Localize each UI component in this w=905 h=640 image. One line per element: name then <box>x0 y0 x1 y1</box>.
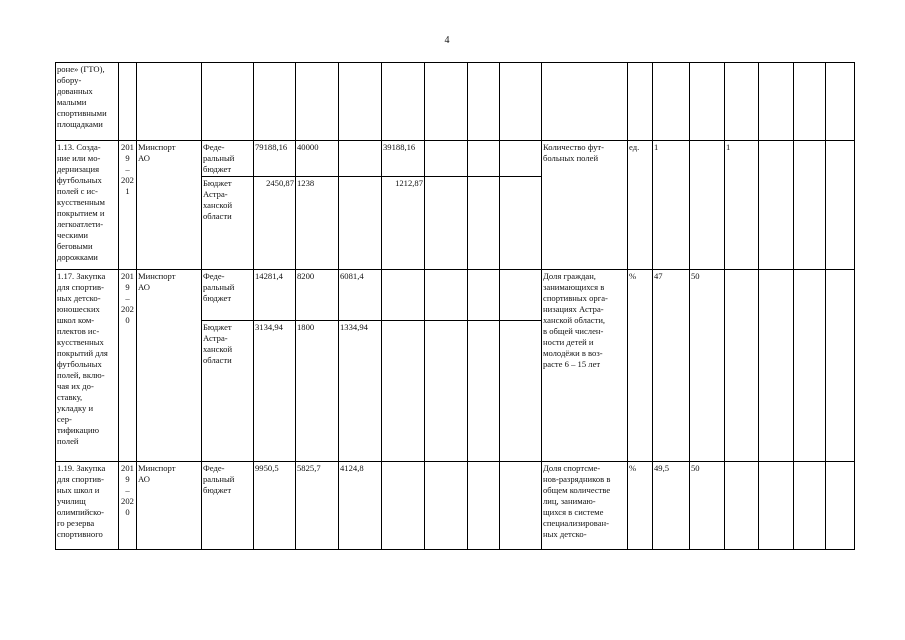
empty-cell <box>500 141 542 177</box>
year-2019-cell <box>296 321 339 462</box>
measure-name-cell <box>56 141 119 270</box>
table-row-continuation <box>56 63 855 141</box>
year-2020-value: 1334,94 <box>340 322 368 332</box>
measure-name-cell <box>56 63 119 141</box>
measure-name-cell <box>56 270 119 462</box>
measure-name: 1.19. Закупка для спортив- ных школ и училищ олимпийско- го резерва спортивного <box>57 463 106 539</box>
funding-source: Феде- ральный бюджет <box>203 463 235 495</box>
unit: % <box>629 271 637 281</box>
indicator-name: Количество фут- больных полей <box>543 142 605 163</box>
table-row-1-17 <box>56 270 855 321</box>
unit: ед. <box>629 142 640 152</box>
year-2021-cell <box>382 270 425 321</box>
measure-name: 1.13. Созда- ние или мо- дернизация футбольных полей с ис- кусственным покрытием и легкоатлети- ческими беговыми дорожками <box>57 142 105 262</box>
empty-cell <box>468 141 500 177</box>
empty-cell <box>425 63 468 141</box>
year-2019-value: 40000 <box>297 142 319 152</box>
empty-cell <box>296 63 339 141</box>
empty-cell <box>826 462 855 550</box>
empty-cell <box>500 270 542 321</box>
empty-cell <box>382 63 425 141</box>
total-cell <box>254 141 296 177</box>
empty-cell <box>468 462 500 550</box>
funding-source-cell <box>202 177 254 270</box>
empty-cell <box>794 63 826 141</box>
year-2019-value: 5825,7 <box>297 463 321 473</box>
year-2019-value: 1238 <box>297 178 315 188</box>
table-row-1-13 <box>56 141 855 177</box>
measure-name: 1.17. Закупка для спортив- ных детско- юношеских школ ком- плектов ис- кусственных покрытий для футбольных полей, вклю- чая их до- ставку, укладку и сер- тификацию полей <box>57 271 108 446</box>
executor-cell <box>137 141 202 270</box>
funding-source: Бюджет Астра- ханской области <box>203 178 233 221</box>
indicator-value: 50 <box>691 271 700 281</box>
indicator-value-cell <box>690 141 725 270</box>
empty-cell <box>425 141 468 177</box>
total-cell <box>254 270 296 321</box>
empty-cell <box>653 63 690 141</box>
indicator-value: 50 <box>691 463 700 473</box>
indicator-value-cell <box>653 462 690 550</box>
page-number: 4 <box>444 35 450 46</box>
indicator-cell <box>542 141 628 270</box>
indicator-value: 47 <box>654 271 663 281</box>
indicator-name: Доля спортсме- нов-разрядников в общем количестве лиц, занимаю- щихся в системе специализирован- ных детско- <box>543 463 611 539</box>
indicator-value-cell <box>690 270 725 462</box>
empty-cell <box>425 321 468 462</box>
years-cell <box>119 270 137 462</box>
year-2020-value: 6081,4 <box>340 271 364 281</box>
year-2021-value: 39188,16 <box>383 142 416 152</box>
year-2019-cell <box>296 270 339 321</box>
empty-cell <box>425 177 468 270</box>
empty-cell <box>725 63 759 141</box>
indicator-value: 1 <box>726 142 731 152</box>
indicator-value-cell <box>725 141 759 270</box>
year-2020-cell <box>339 141 382 177</box>
empty-cell <box>542 63 628 141</box>
total-value: 14281,4 <box>255 271 283 281</box>
year-2020-value: 4124,8 <box>340 463 364 473</box>
executor: Минспорт АО <box>138 142 176 163</box>
funding-source-cell <box>202 141 254 177</box>
empty-cell <box>468 321 500 462</box>
empty-cell <box>254 63 296 141</box>
empty-cell <box>500 63 542 141</box>
year-2019-value: 8200 <box>297 271 315 281</box>
empty-cell <box>425 462 468 550</box>
funding-source: Феде- ральный бюджет <box>203 142 235 174</box>
total-value: 3134,94 <box>255 322 283 332</box>
empty-cell <box>759 141 794 270</box>
total-cell <box>254 177 296 270</box>
total-value: 2450,87 <box>266 178 294 188</box>
empty-cell <box>339 63 382 141</box>
years: 2019 – 2021 <box>121 142 134 196</box>
funding-source-cell <box>202 321 254 462</box>
funding-source: Феде- ральный бюджет <box>203 271 235 303</box>
indicator-cell <box>542 270 628 462</box>
total-value: 79188,16 <box>255 142 288 152</box>
funding-source: Бюджет Астра- ханской области <box>203 322 233 365</box>
empty-cell <box>826 63 855 141</box>
indicator-value-cell <box>653 141 690 270</box>
years: 2019 – 2020 <box>121 271 134 325</box>
year-2019-cell <box>296 141 339 177</box>
funding-source-cell <box>202 462 254 550</box>
indicator-value-cell <box>653 270 690 462</box>
unit-cell <box>628 141 653 270</box>
year-2021-cell <box>382 177 425 270</box>
year-2020-cell <box>339 177 382 270</box>
funding-source-cell <box>202 270 254 321</box>
empty-cell <box>628 63 653 141</box>
total-cell <box>254 462 296 550</box>
empty-cell <box>759 462 794 550</box>
empty-cell <box>794 462 826 550</box>
indicator-value-cell <box>725 270 759 462</box>
executor-cell <box>137 270 202 462</box>
indicator-name: Доля граждан, занимающихся в спортивных орга- низациях Астра- ханской области, в общей числен- ности детей и молодёжи в воз- расте 6 – 15 лет <box>543 271 608 369</box>
measure-name-cell <box>56 462 119 550</box>
empty-cell <box>500 462 542 550</box>
empty-cell <box>202 63 254 141</box>
empty-cell <box>137 63 202 141</box>
unit: % <box>629 463 637 473</box>
program-table <box>55 62 855 550</box>
empty-cell <box>500 321 542 462</box>
years: 2019 – 2020 <box>121 463 134 517</box>
year-2021-cell <box>382 141 425 177</box>
year-2019-cell <box>296 462 339 550</box>
empty-cell <box>759 63 794 141</box>
indicator-value: 49,5 <box>654 463 670 473</box>
year-2021-cell <box>382 321 425 462</box>
empty-cell <box>500 177 542 270</box>
indicator-cell <box>542 462 628 550</box>
empty-cell <box>468 270 500 321</box>
empty-cell <box>468 63 500 141</box>
table-row-1-19 <box>56 462 855 550</box>
empty-cell <box>794 270 826 462</box>
executor: Минспорт АО <box>138 271 176 292</box>
total-value: 9950,5 <box>255 463 279 473</box>
empty-cell <box>690 63 725 141</box>
indicator-value-cell <box>725 462 759 550</box>
empty-cell <box>794 141 826 270</box>
empty-cell <box>119 63 137 141</box>
empty-cell <box>425 270 468 321</box>
empty-cell <box>468 177 500 270</box>
empty-cell <box>826 141 855 270</box>
unit-cell <box>628 462 653 550</box>
empty-cell <box>826 270 855 462</box>
executor: Минспорт АО <box>138 463 176 484</box>
year-2019-cell <box>296 177 339 270</box>
years-cell <box>119 141 137 270</box>
empty-cell <box>759 270 794 462</box>
year-2020-cell <box>339 321 382 462</box>
indicator-value-cell <box>690 462 725 550</box>
year-2021-cell <box>382 462 425 550</box>
year-2021-value: 1212,87 <box>395 178 423 188</box>
indicator-value: 1 <box>654 142 659 152</box>
measure-name: роне» (ГТО), обору- дованных малыми спортивными площадками <box>57 64 107 129</box>
year-2020-cell <box>339 462 382 550</box>
executor-cell <box>137 462 202 550</box>
year-2019-value: 1800 <box>297 322 315 332</box>
unit-cell <box>628 270 653 462</box>
year-2020-cell <box>339 270 382 321</box>
total-cell <box>254 321 296 462</box>
years-cell <box>119 462 137 550</box>
